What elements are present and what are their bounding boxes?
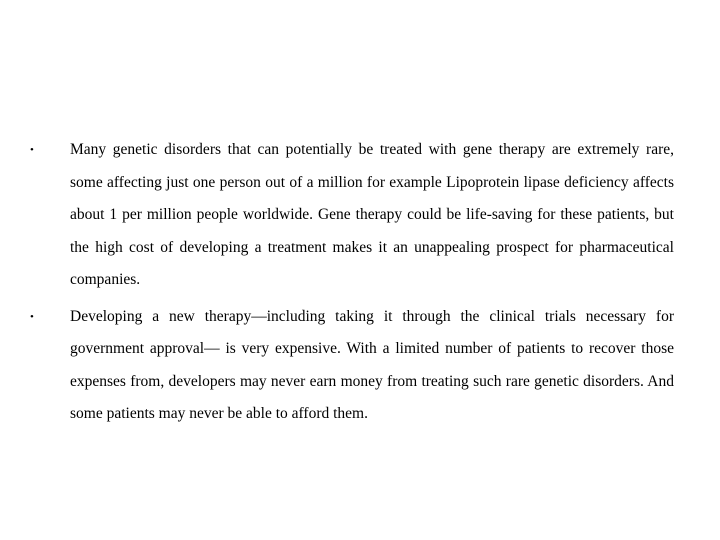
bullet-marker: • <box>30 310 34 323</box>
bullet-list <box>30 134 674 431</box>
bullet-item-development-cost <box>30 301 674 431</box>
bullet-text: Developing a new therapy—including taking it through the clinical trials necessary for government approval— is very expensive. With a limited number of patients to recover those expenses from, developers may never earn money from treating such rare genetic disorders. And some patients may never be able to afford them. <box>70 307 674 422</box>
bullet-text: Many genetic disorders that can potentially be treated with gene therapy are extremely rare, some affecting just one person out of a million for example Lipoprotein lipase deficiency affects about 1 per million people worldwide. Gene therapy could be life-saving for these patients, but the high cost of developing a treatment makes it an unappealing prospect for pharmaceutical companies. <box>70 141 674 288</box>
bullet-marker: • <box>30 144 34 156</box>
bullet-item-rare-disorders <box>30 134 674 297</box>
